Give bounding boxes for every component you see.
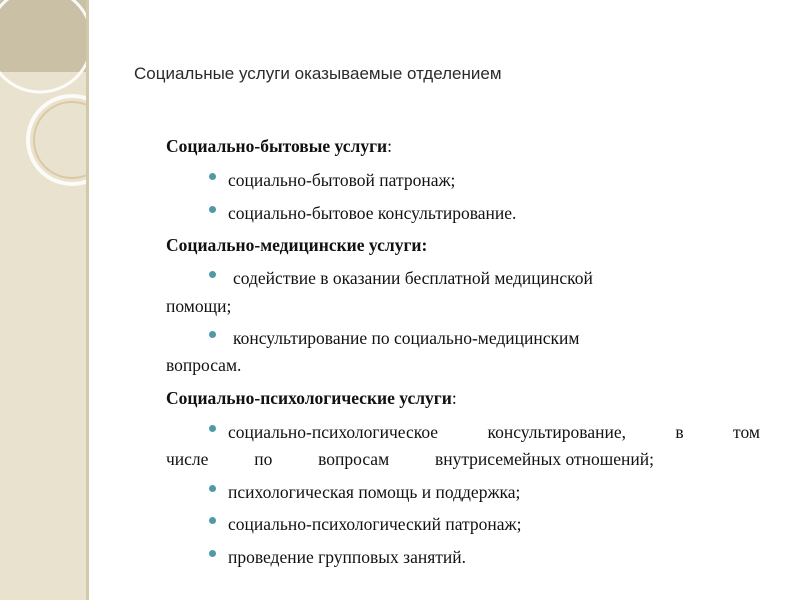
- list-item-line: консультирование по социально-медицинским: [233, 328, 580, 348]
- decorative-top-block: [0, 0, 88, 72]
- list-item-line: содействие в оказании бесплатной медицинской: [233, 268, 593, 288]
- section-heading-social-medical: Социально-медицинские услуги:: [166, 235, 428, 255]
- heading-colon: :: [387, 136, 392, 156]
- word: внутрисемейных отношений;: [434, 449, 654, 469]
- section-heading-social-psychological: [166, 388, 457, 409]
- word: числе: [166, 449, 209, 469]
- section-heading-text: Социально-психологические услуги: [166, 388, 452, 408]
- word: вопросам: [318, 449, 390, 469]
- word: в: [675, 422, 684, 442]
- list-item-line-justified: [166, 449, 654, 470]
- list-item: социально-психологический патронаж;: [228, 514, 522, 534]
- word: по: [254, 449, 273, 469]
- bullet-dot: [209, 173, 216, 180]
- bullet-dot: [209, 425, 216, 432]
- word: консультирование,: [487, 422, 626, 442]
- decorative-side-panel: [0, 0, 88, 600]
- list-item: проведение групповых занятий.: [228, 547, 467, 567]
- bullet-dot: [209, 271, 216, 278]
- bullet-dot: [209, 206, 216, 213]
- bullet-dot: [209, 517, 216, 524]
- list-item-line: помощи;: [166, 296, 232, 316]
- decorative-circle-medium: [28, 96, 88, 184]
- bullet-dot: [209, 485, 216, 492]
- section-heading-social-household: [166, 136, 392, 157]
- list-item: социально-бытовой патронаж;: [228, 170, 456, 190]
- side-panel-edge: [86, 0, 89, 600]
- heading-colon: :: [451, 388, 457, 408]
- slide-title: Социальные услуги оказываемые отделением: [134, 64, 502, 83]
- word: социально-психологическое: [228, 422, 439, 442]
- list-item-line: вопросам.: [166, 355, 242, 375]
- list-item: психологическая помощь и поддержка;: [228, 482, 521, 502]
- word: том: [733, 422, 760, 442]
- list-item-line-justified: [228, 422, 760, 443]
- decorative-circles-graphic: [0, 0, 88, 600]
- decorative-circle-inner: [34, 102, 88, 178]
- bullet-dot: [209, 550, 216, 557]
- bullet-dot: [209, 331, 216, 338]
- list-item: социально-бытовое консультирование.: [228, 203, 517, 223]
- section-heading-text: Социально-бытовые услуги: [166, 136, 388, 156]
